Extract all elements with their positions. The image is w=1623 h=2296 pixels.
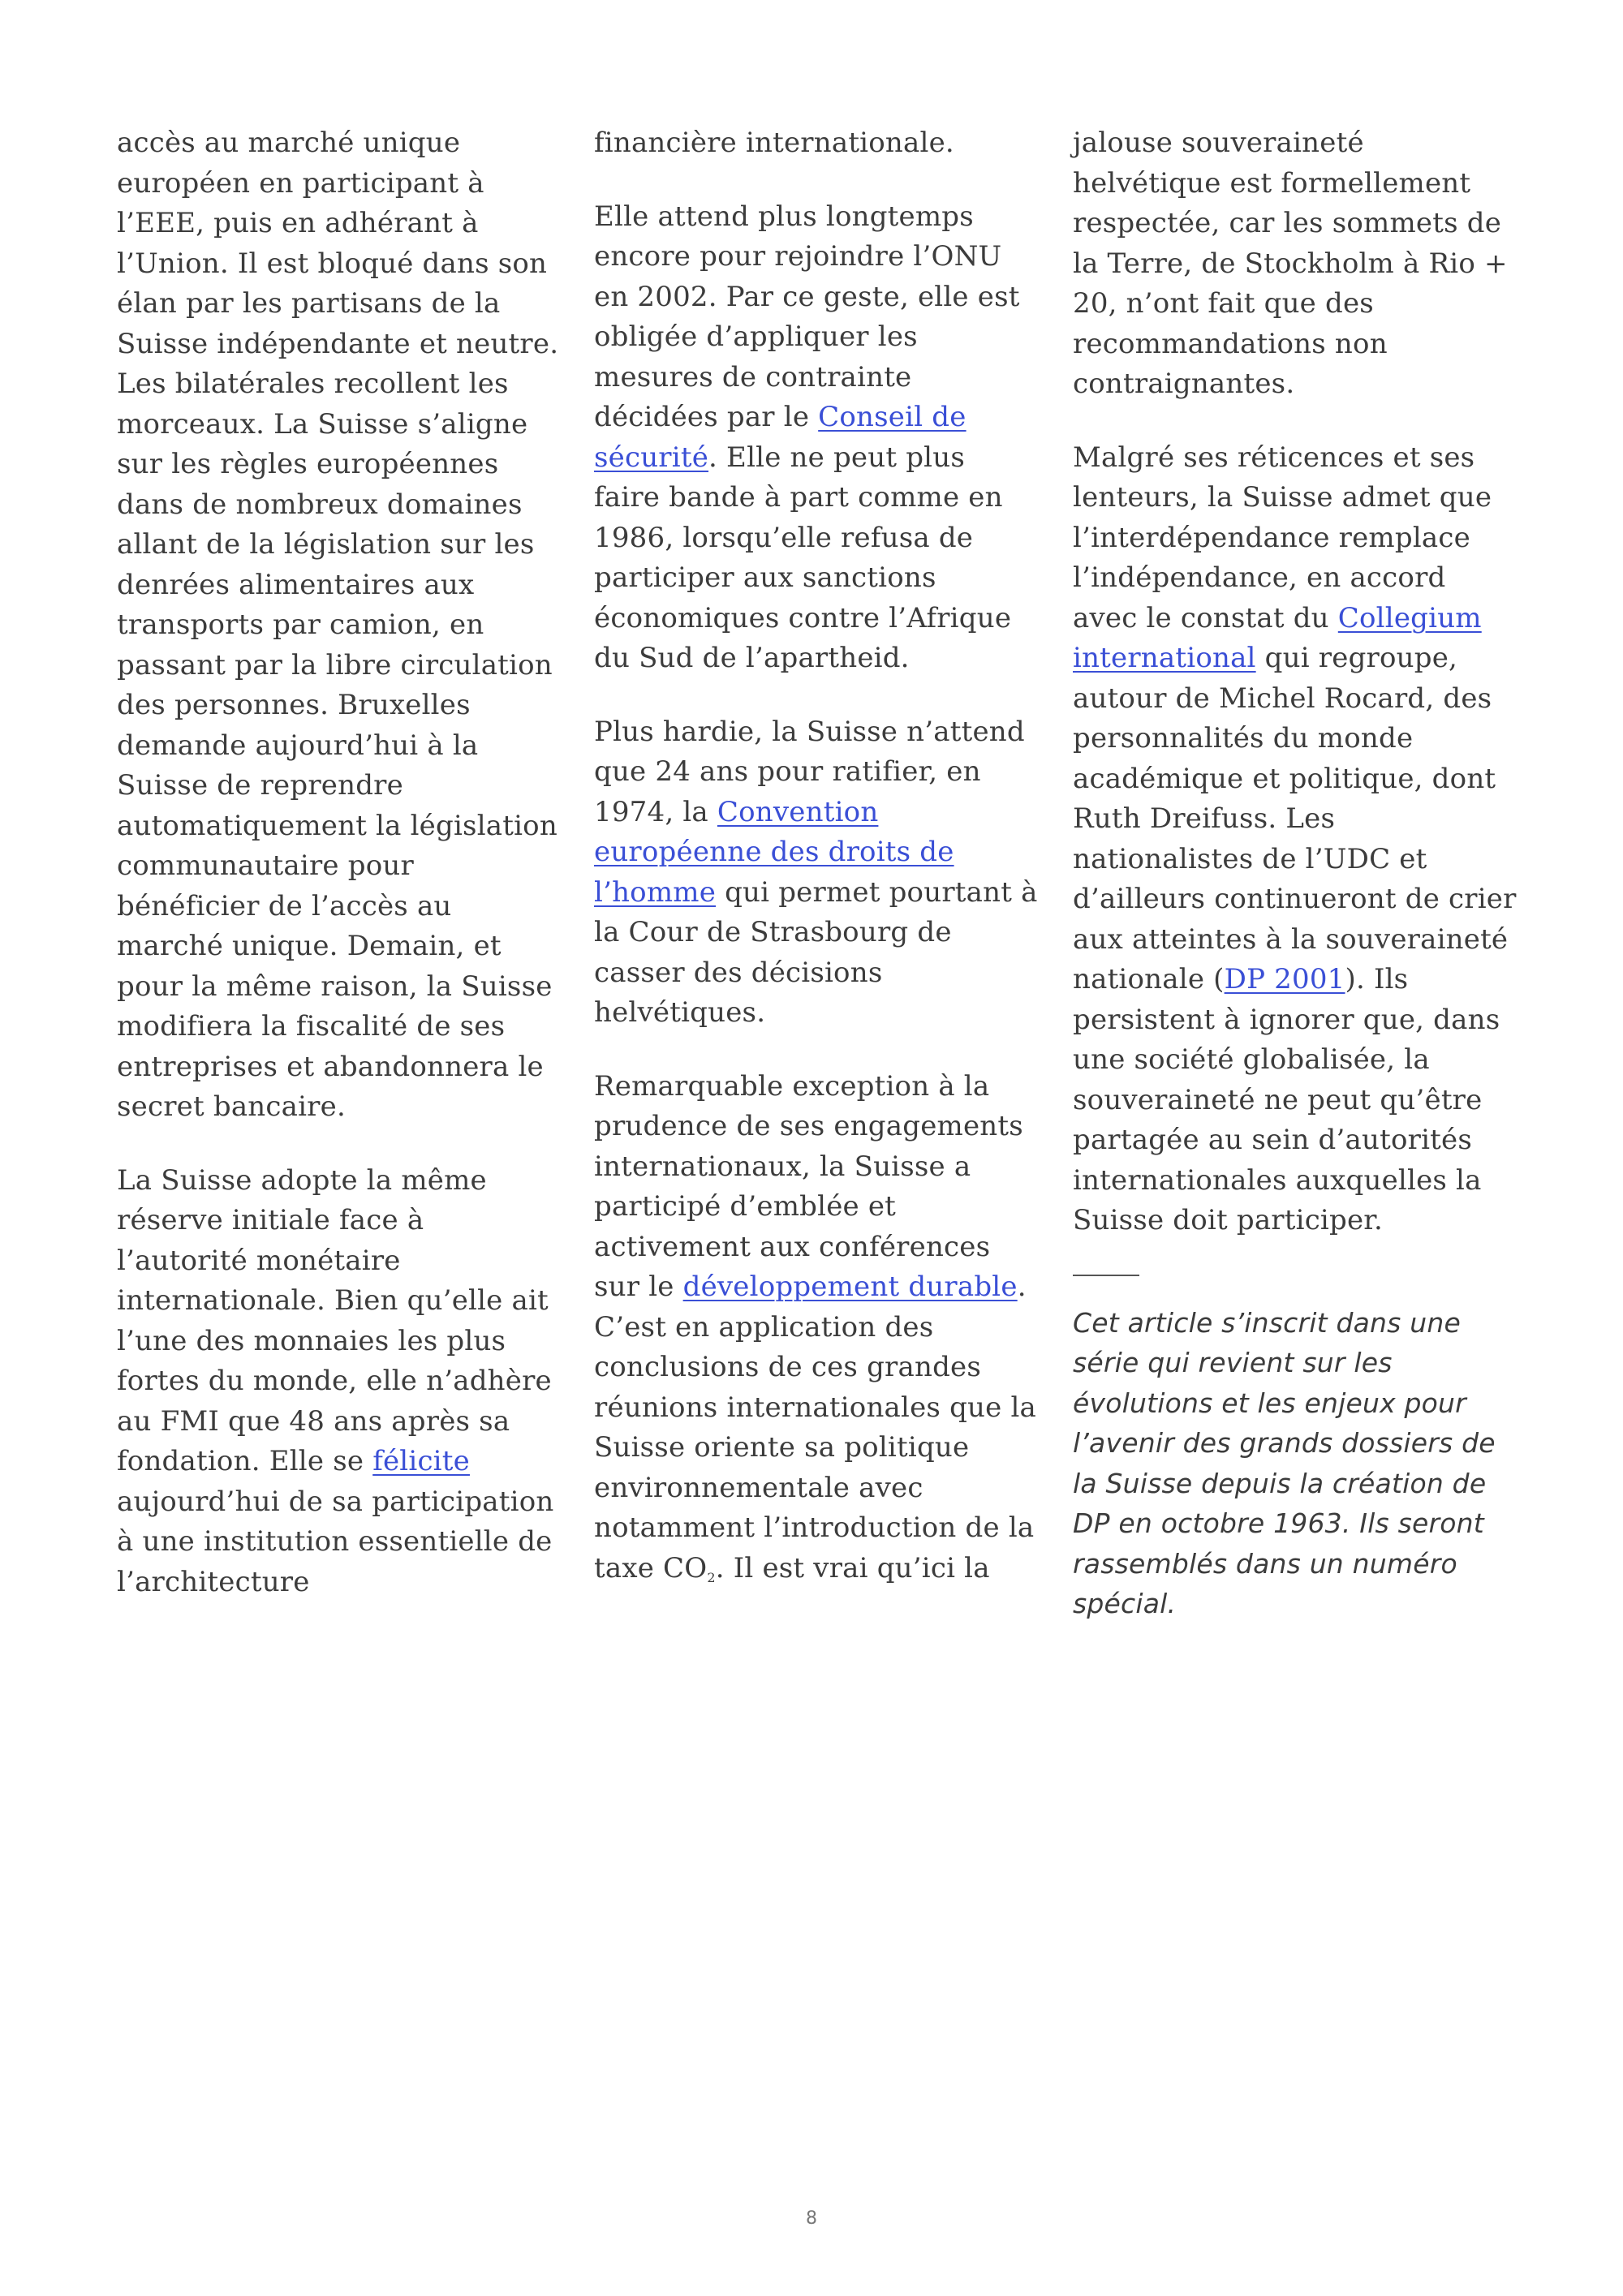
link-collegium-international[interactable]: Collegium international [1073,601,1482,674]
paragraph [117,123,562,1128]
paragraph [594,712,1039,1034]
series-note: Cet article s’inscrit dans une série qui revient sur les évolutions et les enjeux pour l’avenir des grands dossiers de la Suisse depuis la création de DP en octobre 1963. Ils seront rassemblés dans un numéro spécial. [1073,1306,1496,1619]
paragraph-text: jalouse souveraineté helvétique est formellement respectée, car les sommets de la Terre, de Stockholm à Rio + 20, n’ont fait que des recommandations non contraignantes. [1073,127,1508,400]
page-number: 8 [806,2208,817,2229]
paragraph-text: Elle attend plus longtemps encore pour rejoindre l’ONU en 2002. Par ce geste, elle est obligée d’appliquer les mesures de contrainte décidées par le [594,200,1020,433]
paragraph-text: . C’est en application des conclusions de ces grandes réunions internationales que la Suisse oriente sa politique environnementale avec notamment l’introduction de la taxe CO [594,1271,1037,1584]
paragraph-text: Remarquable exception à la prudence de ses engagements internationaux, la Suisse a participé d’emblée et activement aux conférences sur le [594,1069,1023,1303]
link-conseil-de-securite[interactable]: Conseil de sécurité [594,401,966,474]
paragraph-text: qui regroupe, autour de Michel Rocard, des personnalités du monde académique et politique, dont Ruth Dreifuss. Les nationalistes de l’UDC et d’ailleurs continueront de crier aux atteintes à la souveraineté nationale ( [1073,642,1517,995]
paragraph-text: . Il est vrai qu’ici la [715,1551,990,1584]
paragraph-text: financière internationale. [594,127,954,159]
article-column-2 [594,123,1039,1622]
paragraph-text: qui permet pourtant à la Cour de Strasbourg de casser des décisions helvétiques. [594,875,1038,1029]
paragraph-text: La Suisse adopte la même réserve initiale face à l’autorité monétaire internationale. Bien qu’elle ait l’une des monnaies les plus fortes du monde, elle n’adhère au FMI que 48 ans après sa fondation. Elle se [117,1163,552,1477]
paragraph-text: accès au marché unique européen en participant à l’EEE, puis en adhérant à l’Union. Il est bloqué dans son élan par les partisans de la Suisse indépendante et neutre. Les bilatérales recollent les morceaux. La Suisse s’aligne sur les règles européennes dans de nombreux domaines allant de la législation sur les denrées alimentaires aux transports par camion, en passant par la libre circulation des personnes. Bruxelles demande aujourd’hui à la Suisse de reprendre automatiquement la législation communautaire pour bénéficier de l’accès au marché unique. Demain, et pour la même raison, la Suisse modifiera la fiscalité de ses entreprises et abandonnera le secret bancaire. [117,127,559,1123]
paragraph [594,1067,1039,1589]
link-felicite[interactable]: félicite [372,1445,470,1477]
footnote-divider [1073,1275,1139,1276]
paragraph [1073,123,1518,405]
paragraph [594,123,1039,164]
link-dp-2001[interactable]: DP 2001 [1224,963,1345,995]
paragraph-text: ). Ils persistent à ignorer que, dans une société globalisée, la souveraineté ne peut qu’être partagée au sein d’autorités internationales auxquelles la Suisse doit participer. [1073,963,1500,1236]
link-convention-droits-homme[interactable]: Convention européenne des droits de l’homme [594,795,954,909]
article-column-1 [117,123,562,1636]
paragraph-text: . Elle ne peut plus faire bande à part comme en 1986, lorsqu’elle refusa de participer aux sanctions économiques contre l’Afrique du Sud de l’apartheid. [594,441,1012,674]
paragraph-text: aujourd’hui de sa participation à une institution essentielle de l’architecture [117,1485,554,1598]
paragraph-text: Plus hardie, la Suisse n’attend que 24 ans pour ratifier, en 1974, la [594,715,1025,828]
paragraph [117,1161,562,1603]
paragraph-text: Malgré ses réticences et ses lenteurs, la Suisse admet que l’interdépendance remplace l’indépendance, en accord avec le constat du [1073,441,1492,634]
paragraph [1073,438,1518,1241]
link-developpement-durable[interactable]: développement durable [682,1271,1018,1303]
article-column-3 [1073,123,1518,1651]
paragraph [594,197,1039,679]
subscript: 2 [707,1569,716,1585]
